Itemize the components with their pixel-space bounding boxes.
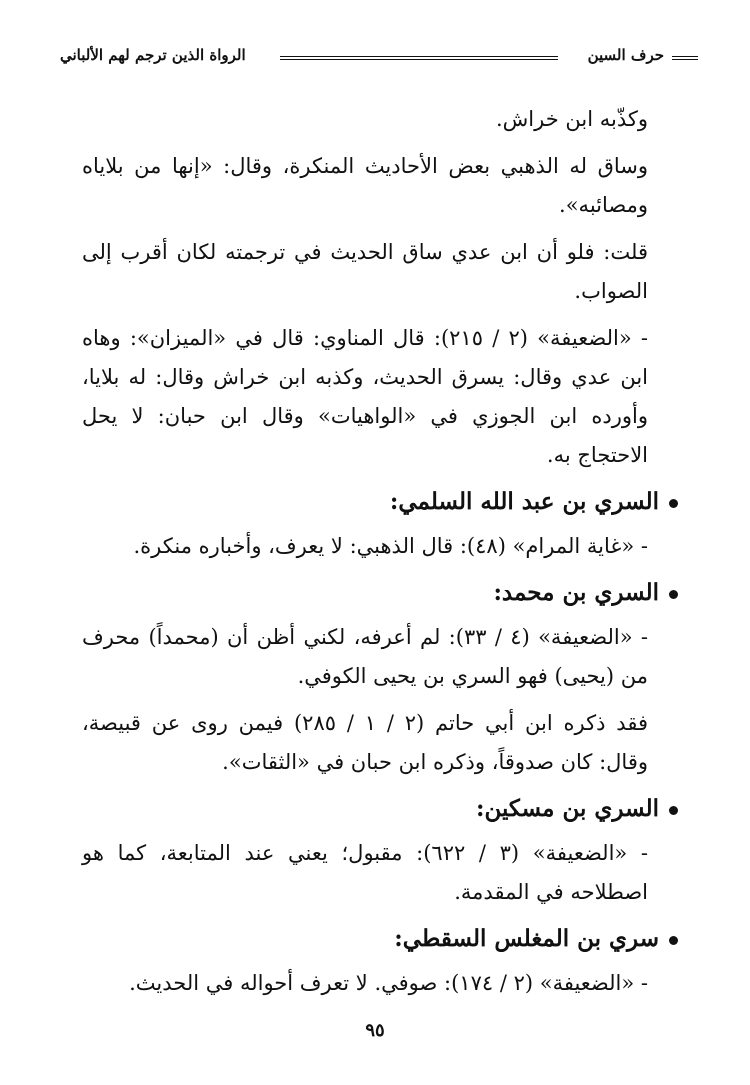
paragraph: وكذّبه ابن خراش. [496, 107, 648, 131]
chapter-title: حرف السين [587, 46, 664, 64]
page-number: ٩٥ [365, 1020, 385, 1041]
narrator-name: السري بن مسكين: [475, 795, 659, 822]
narrator-entry-heading [82, 572, 678, 614]
entry-text: - «غاية المرام» (٤٨): قال الذهبي: لا يعرف، وأخباره منكرة. [133, 534, 648, 558]
paragraph: - «الضعيفة» (٢ / ٢١٥): قال المناوي: قال في «الميزان»: وهاه ابن عدي وقال: يسرق الحديث، وكذبه ابن خراش وقال: له بلايا، وأورده ابن الجوزي في «الواهيات» وقال ابن حبان: لا يحل الاحتجاج به. [82, 326, 648, 467]
entry-text: - «الضعيفة» (٤ / ٣٣): لم أعرفه، لكني أظن أن (محمداً) محرف من (يحيى) فهو السري بن يحيى الكوفي. [82, 625, 649, 688]
narrator-entry-heading [82, 918, 678, 960]
paragraph: قلت: فلو أن ابن عدي ساق الحديث في ترجمته لكان أقرب إلى الصواب. [82, 240, 648, 303]
running-header [60, 44, 698, 76]
narrator-entry-heading [82, 788, 678, 830]
narrator-name: السري بن عبد الله السلمي: [389, 488, 659, 515]
header-rule-middle [280, 56, 558, 60]
bullet-icon [669, 806, 678, 815]
narrator-entry-heading [82, 481, 678, 523]
narrator-name: السري بن محمد: [493, 579, 659, 606]
entry-text: - «الضعيفة» (٢ / ١٧٤): صوفي. لا تعرف أحواله في الحديث. [129, 971, 648, 995]
entry-text: - «الضعيفة» (٣ / ٦٢٢): مقبول؛ يعني عند المتابعة، كما هو اصطلاحه في المقدمة. [82, 841, 648, 904]
bullet-icon [669, 936, 678, 945]
book-title: الرواة الذين ترجم لهم الألباني [60, 46, 246, 64]
header-rule-right [672, 56, 698, 60]
paragraph: وساق له الذهبي بعض الأحاديث المنكرة، وقال: «إنها من بلاياه ومصائبه». [82, 154, 648, 217]
narrator-name: سري بن المغلس السقطي: [394, 925, 659, 952]
bullet-icon [669, 590, 678, 599]
entry-text: فقد ذكره ابن أبي حاتم (٢ / ١ / ٢٨٥) فيمن روى عن قبيصة، وقال: كان صدوقاً، وذكره ابن حبان في «الثقات». [82, 711, 648, 774]
bullet-icon [669, 499, 678, 508]
page-body [82, 100, 659, 1003]
